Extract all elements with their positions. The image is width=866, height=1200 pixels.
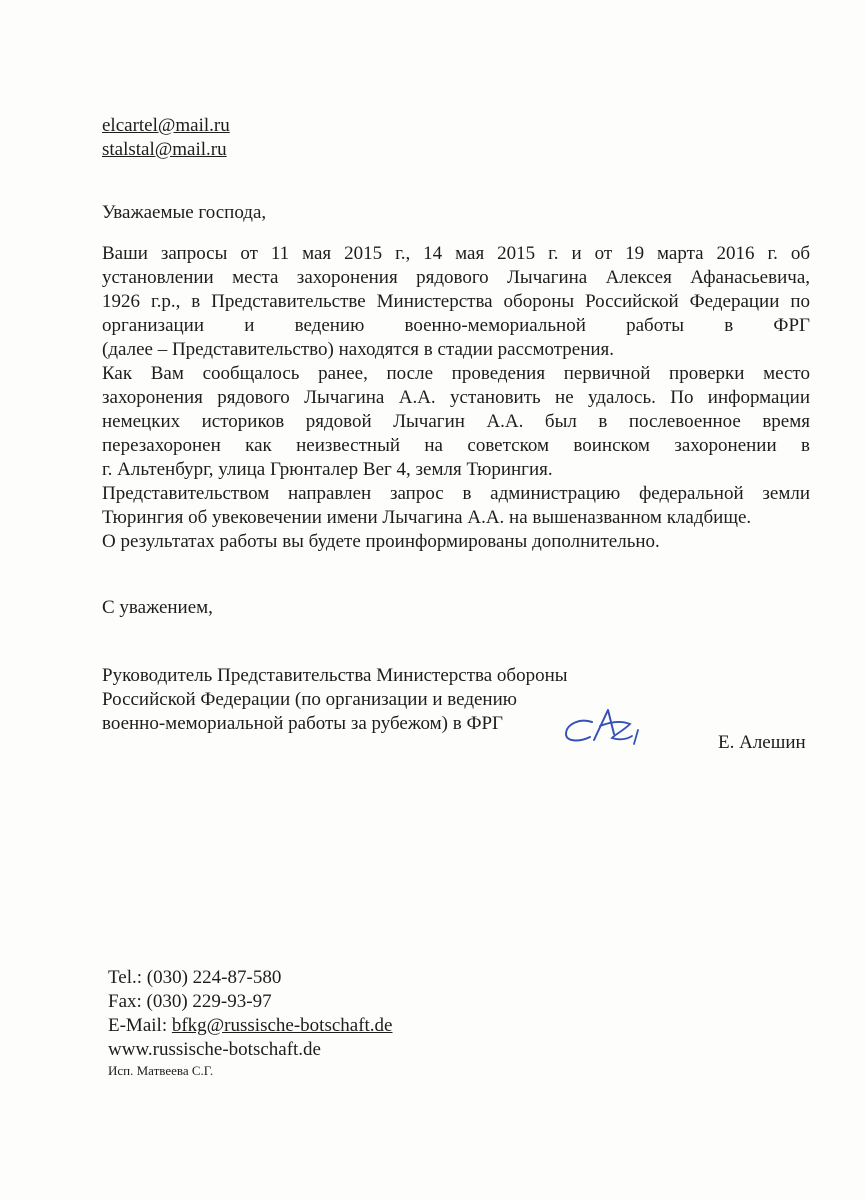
body-line: 1926 г.р., в Представительстве Министерства обороны Российской Федерации по	[102, 291, 810, 312]
contact-tel: Tel.: (030) 224-87-580	[108, 967, 282, 988]
body-line: захоронения рядового Лычагина А.А. установить не удалось. По информации	[102, 387, 810, 408]
email-link[interactable]: bfkg@russische-botschaft.de	[171, 1015, 393, 1036]
signatory-name: Е. Алешин	[718, 732, 806, 753]
signatory-title-line: Руководитель Представительства Министерства обороны	[102, 665, 568, 686]
body-line: Как Вам сообщалось ранее, после проведения первичной проверки место	[102, 363, 810, 384]
body-line: (далее – Представительство) находятся в стадии рассмотрения.	[102, 339, 615, 360]
body-line: О результатах работы вы будете проинформированы дополнительно.	[102, 531, 660, 552]
email-link[interactable]: elcartel@mail.ru	[102, 115, 230, 136]
closing: С уважением,	[102, 597, 213, 618]
executor-note: Исп. Матвеева С.Г.	[108, 1063, 214, 1078]
body-line: Ваши запросы от 11 мая 2015 г., 14 мая 2015 г. и от 19 марта 2016 г. об	[102, 243, 810, 264]
contact-website[interactable]: www.russische-botschaft.de	[108, 1039, 321, 1060]
contact-fax: Fax: (030) 229-93-97	[108, 991, 272, 1012]
signatory-title-line: военно-мемориальной работы за рубежом) в ФРГ	[102, 713, 504, 734]
greeting: Уважаемые господа,	[102, 202, 267, 223]
email-link[interactable]: stalstal@mail.ru	[102, 139, 227, 160]
body-line: организации и ведению военно-мемориальной работы в ФРГ	[102, 315, 810, 336]
body-line: немецких историков рядовой Лычагин А.А. был в послевоенное время	[102, 411, 810, 432]
recipient-email-1[interactable]	[102, 114, 230, 138]
body-line: перезахоронен как неизвестный на советском воинском захоронении в	[102, 435, 810, 456]
recipient-email-2[interactable]	[102, 138, 227, 162]
signatory-title-line: Российской Федерации (по организации и ведению	[102, 689, 517, 710]
email-label: E-Mail:	[108, 1015, 172, 1036]
body-line: установлении места захоронения рядового Лычагина Алексея Афанасьевича,	[102, 267, 810, 288]
handwritten-signature	[560, 700, 650, 750]
body-line: Тюрингия об увековечении имени Лычагина А.А. на вышеназванном кладбище.	[102, 507, 752, 528]
body-line: г. Альтенбург, улица Грюнталер Вег 4, земля Тюрингия.	[102, 459, 553, 480]
body-line: Представительством направлен запрос в администрацию федеральной земли	[102, 483, 810, 504]
contact-email	[108, 1014, 393, 1038]
